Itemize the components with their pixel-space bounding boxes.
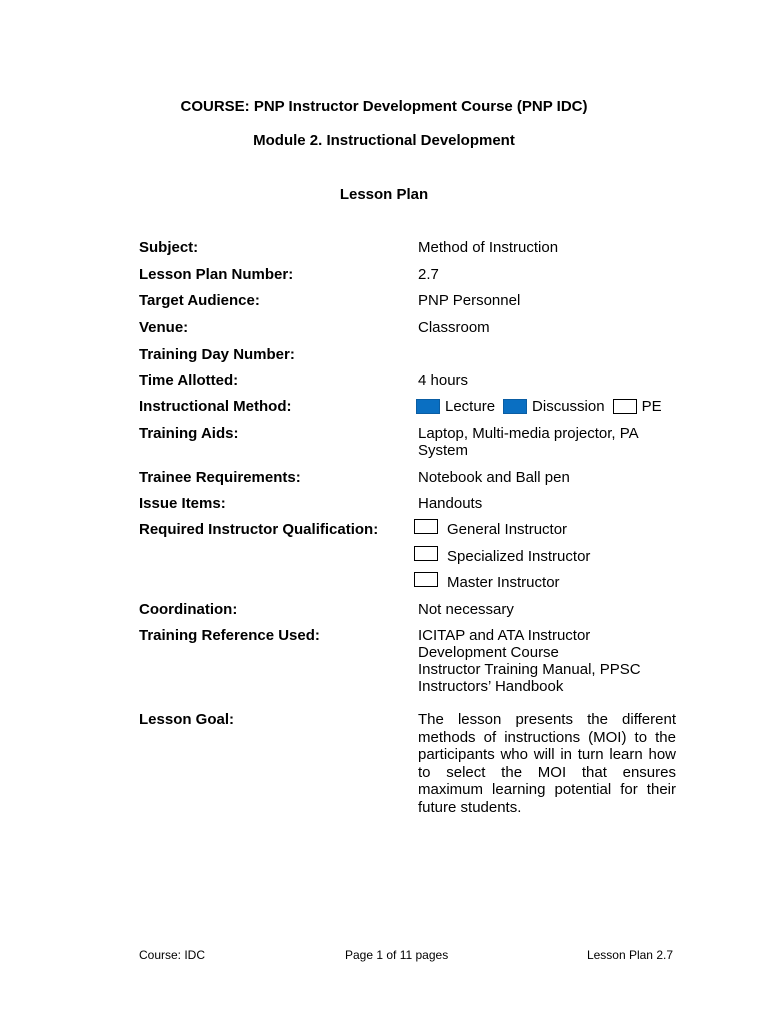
method-pe-label: PE bbox=[641, 398, 662, 415]
field-value: Notebook and Ball pen bbox=[418, 469, 570, 486]
method-pe-checkbox[interactable] bbox=[613, 399, 637, 414]
method-discussion-label: Discussion bbox=[532, 398, 605, 415]
module-title: Module 2. Instructional Development bbox=[253, 132, 515, 149]
specialized-instructor-label: Specialized Instructor bbox=[447, 548, 591, 565]
value-line: Instructors’ Handbook bbox=[418, 678, 564, 695]
course-title: COURSE: PNP Instructor Development Course (PNP IDC) bbox=[180, 98, 588, 115]
value-line: Development Course bbox=[418, 644, 559, 661]
field-label: Time Allotted: bbox=[139, 372, 239, 389]
value-line: Instructor Training Manual, PPSC bbox=[418, 661, 641, 678]
qualification-option bbox=[414, 545, 591, 565]
field-value: Not necessary bbox=[418, 601, 514, 618]
field-label: Training Reference Used: bbox=[139, 627, 320, 644]
field-label: Required Instructor Qualification: bbox=[139, 521, 379, 538]
method-lecture-label: Lecture bbox=[445, 398, 496, 415]
field-value: Handouts bbox=[418, 495, 483, 512]
master-instructor-checkbox[interactable] bbox=[414, 572, 438, 587]
value-line: ICITAP and ATA Instructor bbox=[418, 627, 591, 644]
field-label: Coordination: bbox=[139, 601, 238, 618]
field-value: 2.7 bbox=[418, 266, 439, 283]
master-instructor-label: Master Instructor bbox=[447, 574, 560, 591]
doc-type-title: Lesson Plan bbox=[339, 186, 429, 203]
specialized-instructor-checkbox[interactable] bbox=[414, 546, 438, 561]
footer-lesson-plan: Lesson Plan 2.7 bbox=[586, 948, 673, 962]
general-instructor-checkbox[interactable] bbox=[414, 519, 438, 534]
field-value: PNP Personnel bbox=[418, 292, 521, 309]
field-label: Training Day Number: bbox=[139, 346, 295, 363]
field-value: Classroom bbox=[418, 319, 490, 336]
field-label: Target Audience: bbox=[139, 292, 260, 309]
field-label: Subject: bbox=[139, 239, 199, 256]
field-label: Venue: bbox=[139, 319, 189, 336]
field-label: Trainee Requirements: bbox=[139, 469, 301, 486]
field-value bbox=[418, 627, 676, 695]
field-value bbox=[418, 425, 676, 459]
qualification-option bbox=[414, 518, 568, 538]
method-lecture-checkbox[interactable] bbox=[416, 399, 440, 414]
field-label: Lesson Goal: bbox=[139, 711, 235, 728]
field-label: Lesson Plan Number: bbox=[139, 266, 294, 283]
field-label: Issue Items: bbox=[139, 495, 226, 512]
value-line: System bbox=[418, 442, 469, 459]
lesson-goal-text: The lesson presents the different methods of instructions (MOI) to the participants who will in turn learn how to select the MOI that ensures maximum learning potential for their future students. bbox=[418, 711, 676, 816]
method-options bbox=[416, 398, 670, 415]
value-line: Laptop, Multi-media projector, PA bbox=[418, 425, 639, 442]
qualification-option bbox=[414, 571, 560, 591]
general-instructor-label: General Instructor bbox=[447, 521, 568, 538]
method-discussion-checkbox[interactable] bbox=[503, 399, 527, 414]
field-value: Method of Instruction bbox=[418, 239, 559, 256]
field-label: Instructional Method: bbox=[139, 398, 292, 415]
footer-course: Course: IDC bbox=[139, 948, 206, 962]
footer-page-number: Page 1 of 11 pages bbox=[345, 948, 449, 962]
field-label: Training Aids: bbox=[139, 425, 239, 442]
field-value: 4 hours bbox=[418, 372, 469, 389]
